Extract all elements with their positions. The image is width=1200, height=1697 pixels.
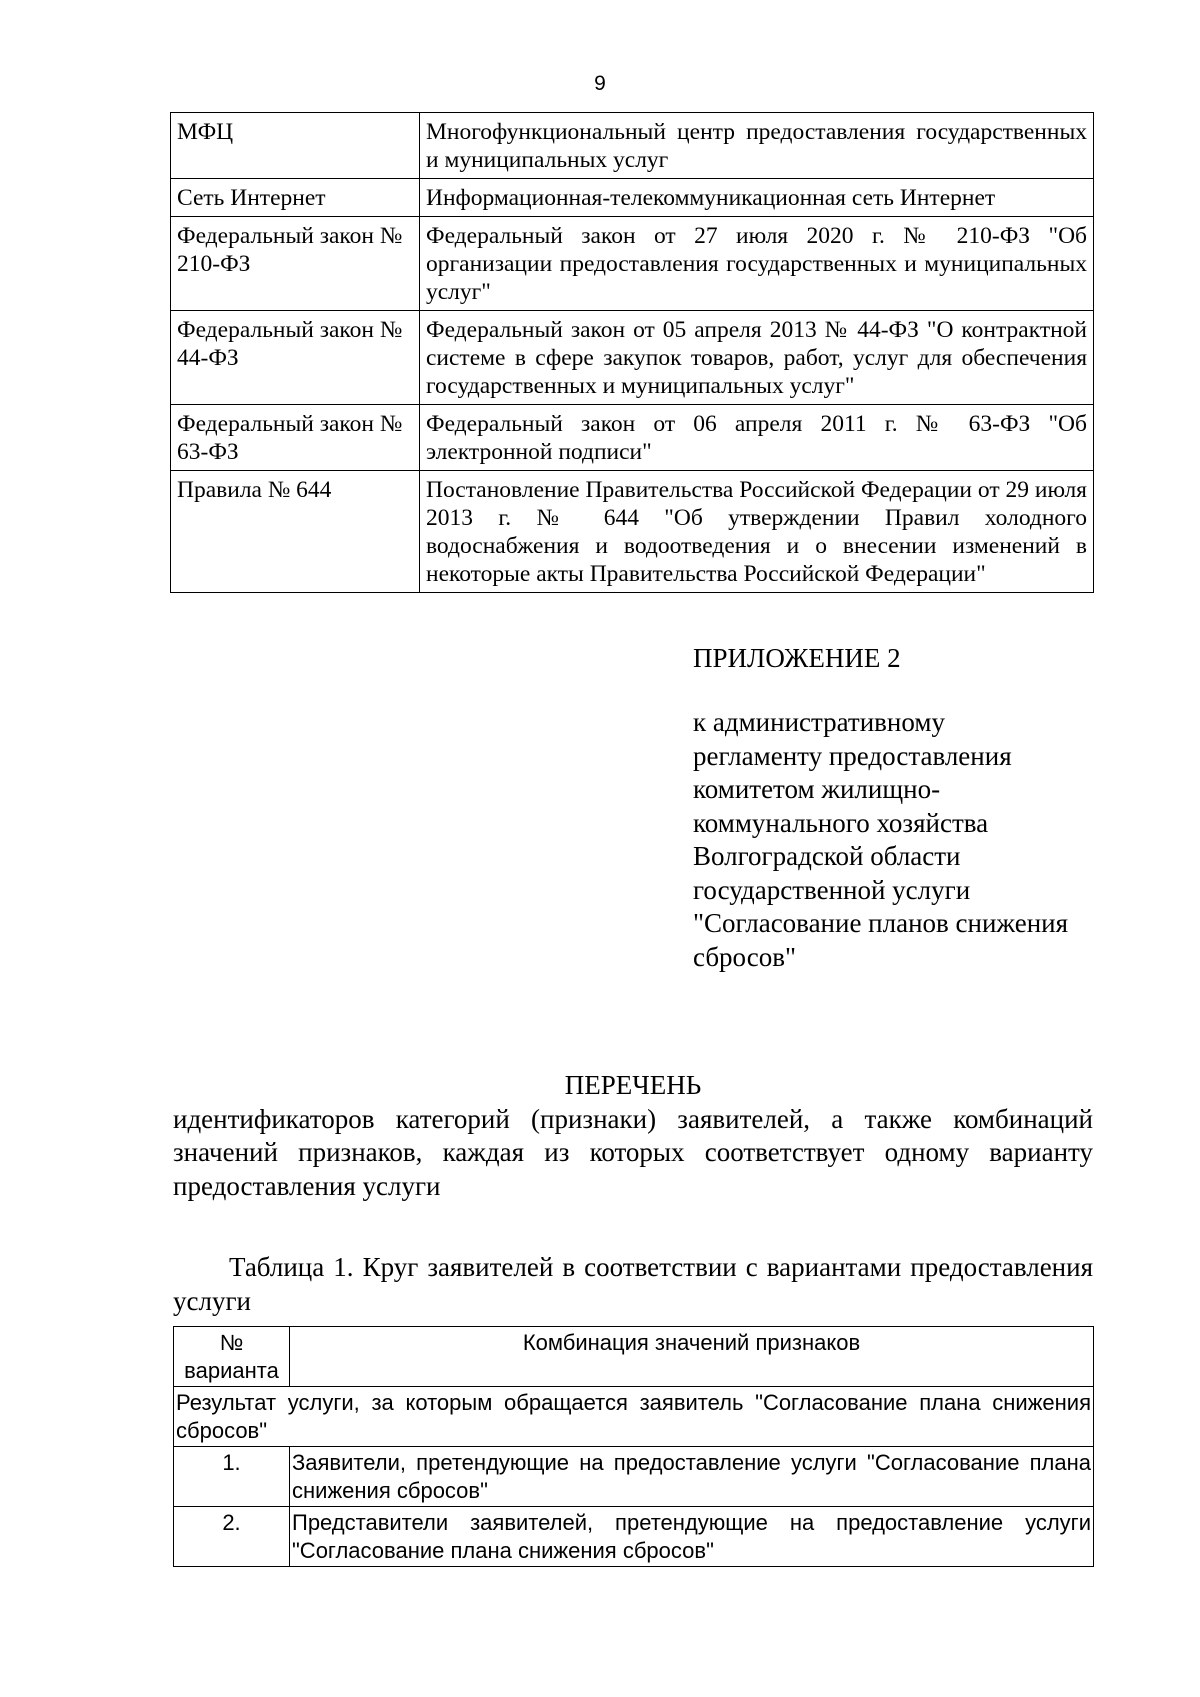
abbreviation-definition: Федеральный закон от 06 апреля 2011 г. № 63-ФЗ "Об электронной подписи": [420, 405, 1094, 471]
abbreviation-term: Федеральный закон № 63-ФЗ: [171, 405, 420, 471]
table-header-row: [174, 1327, 1094, 1387]
appendix-line: к административному: [693, 707, 945, 737]
table-row: [171, 311, 1094, 405]
table-caption: Таблица 1. Круг заявителей в соответствии с вариантами предоставления услуги: [173, 1252, 1093, 1316]
appendix-line: коммунального хозяйства: [693, 807, 989, 838]
variant-number: 1.: [174, 1447, 290, 1507]
appendix-line: государственной услуги: [693, 874, 971, 905]
abbreviations-table: [170, 112, 1094, 593]
abbreviation-definition: Постановление Правительства Российской Федерации от 29 июля 2013 г. № 644 "Об утверждении Правил холодного водоснабжения и водоотведения и о внесении изменений в некоторые акты Правительства Российской Федерации": [420, 471, 1094, 593]
variant-text: Заявители, претендующие на предоставление услуги "Согласование плана снижения сбросов": [290, 1447, 1094, 1507]
appendix-line: "Согласование планов снижения: [693, 908, 1069, 938]
table-row: [171, 471, 1094, 593]
appendix-title: ПРИЛОЖЕНИЕ 2: [693, 643, 901, 673]
list-section: [173, 1069, 1093, 1318]
table-row: [171, 113, 1094, 179]
table-row: [174, 1447, 1094, 1507]
appendix-heading: [693, 640, 1103, 974]
abbreviation-definition: Федеральный закон от 27 июля 2020 г. № 210-ФЗ "Об организации предоставления государственных и муниципальных услуг": [420, 217, 1094, 311]
abbreviation-definition: Многофункциональный центр предоставления государственных и муниципальных услуг: [420, 113, 1094, 179]
abbreviation-term: Федеральный закон № 210-ФЗ: [171, 217, 420, 311]
table-row: [174, 1507, 1094, 1567]
page-number: 9: [594, 72, 606, 95]
variant-number: 2.: [174, 1507, 290, 1567]
variants-table: [173, 1326, 1094, 1567]
abbreviation-term: Сеть Интернет: [171, 179, 420, 217]
abbreviation-definition: Федеральный закон от 05 апреля 2013 № 44-ФЗ "О контрактной системе в сфере закупок товаров, работ, услуг для обеспечения государственных и муниципальных услуг": [420, 311, 1094, 405]
table-row: [174, 1387, 1094, 1447]
appendix-line: регламенту предоставления: [693, 740, 1012, 771]
table-row: [171, 179, 1094, 217]
table-row: [171, 217, 1094, 311]
abbreviation-term: Федеральный закон № 44-ФЗ: [171, 311, 420, 405]
result-row: Результат услуги, за которым обращается заявитель "Согласование плана снижения сбросов": [174, 1387, 1094, 1447]
abbreviation-term: МФЦ: [171, 113, 420, 179]
appendix-line: сбросов": [693, 941, 796, 972]
abbreviation-definition: Информационная-телекоммуникационная сеть Интернет: [420, 179, 1094, 217]
list-subtitle: идентификаторов категорий (признаки) заявителей, а также комбинаций значений признаков, каждая из которых соответствует одному варианту предоставления услуги: [173, 1103, 1093, 1201]
header-combination: Комбинация значений признаков: [290, 1327, 1094, 1387]
variant-text: Представители заявителей, претендующие на предоставление услуги "Согласование плана снижения сбросов": [290, 1507, 1094, 1567]
table-row: [171, 405, 1094, 471]
header-variant-number: № варианта: [174, 1327, 290, 1387]
list-title: ПЕРЕЧЕНЬ: [564, 1070, 702, 1100]
abbreviation-term: Правила № 644: [171, 471, 420, 593]
appendix-line: комитетом жилищно-: [693, 774, 941, 804]
appendix-line: Волгоградской области: [693, 841, 961, 871]
